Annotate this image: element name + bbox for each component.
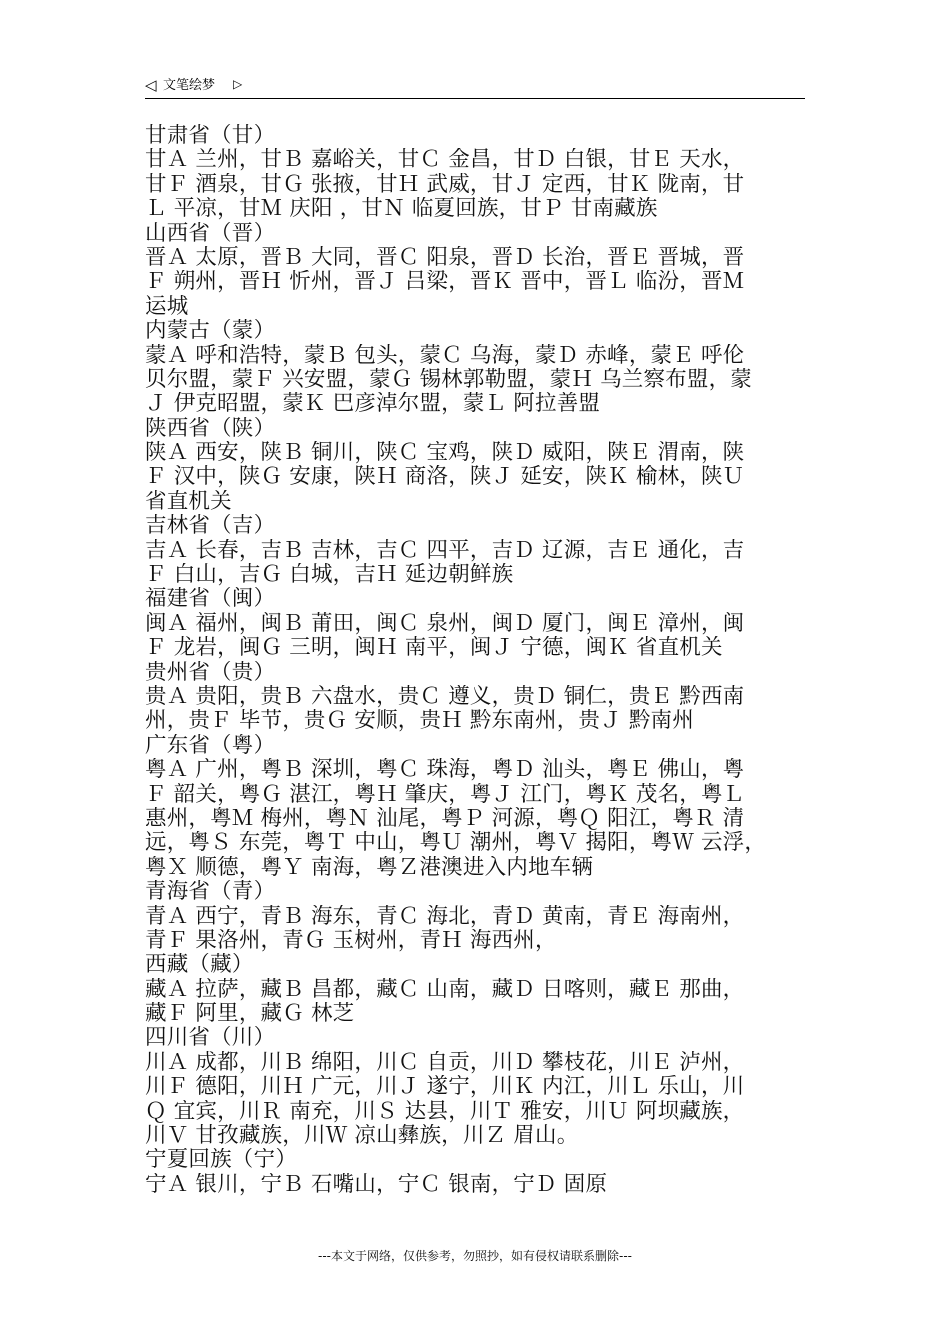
- text-line: 山西省（晋）: [145, 221, 276, 246]
- text-line: 贵Ａ 贵阳，贵Ｂ 六盘水，贵Ｃ 遵义，贵Ｄ 铜仁，贵Ｅ 黔西南: [145, 684, 745, 709]
- text-line: 甘Ａ 兰州，甘Ｂ 嘉峪关，甘Ｃ 金昌，甘Ｄ 白银，甘Ｅ 天水，: [145, 148, 745, 173]
- text-line: 甘肃省（甘）: [145, 124, 276, 148]
- text-line: 粤Ｘ 顺德，粤Ｙ 南海，粤Ｚ港澳进入内地车辆: [145, 855, 594, 880]
- text-line: 西藏（藏）: [145, 953, 254, 978]
- text-line: 青海省（青）: [145, 880, 276, 905]
- text-line: 福建省（闽）: [145, 587, 276, 612]
- text-line: Ｆ 龙岩，闽Ｇ 三明，闽Ｈ 南平，闽Ｊ 宁德，闽Ｋ 省直机关: [145, 636, 723, 661]
- text-line: 远，粤Ｓ 东莞，粤Ｔ 中山，粤Ｕ 潮州，粤Ｖ 揭阳，粤Ｗ 云浮，: [145, 831, 767, 856]
- text-line: 陕西省（陕）: [145, 416, 276, 441]
- text-line: 州，贵Ｆ 毕节，贵Ｇ 安顺，贵Ｈ 黔东南州，贵Ｊ 黔南州: [145, 709, 694, 734]
- text-line: 内蒙古（蒙）: [145, 319, 276, 344]
- text-line: 广东省（粤）: [145, 733, 276, 758]
- text-line: 贵州省（贵）: [145, 660, 276, 685]
- text-line: Ｆ 韶关，粤Ｇ 湛江，粤Ｈ 肇庆，粤Ｊ 江门，粤Ｋ 茂名，粤Ｌ: [145, 782, 745, 807]
- text-line: 甘Ｆ 酒泉，甘Ｇ 张掖，甘Ｈ 武威，甘Ｊ 定西，甘Ｋ 陇南，甘: [145, 172, 745, 197]
- text-line: Ｊ 伊克昭盟，蒙Ｋ 巴彦淖尔盟，蒙Ｌ 阿拉善盟: [145, 392, 601, 417]
- text-line: 青Ｆ 果洛州，青Ｇ 玉树州，青Ｈ 海西州，: [145, 928, 557, 953]
- text-line: Ｑ 宜宾，川Ｒ 南充，川Ｓ 达县，川Ｔ 雅安，川Ｕ 阿坝藏族，: [145, 1099, 745, 1124]
- text-line: 川Ａ 成都，川Ｂ 绵阳，川Ｃ 自贡，川Ｄ 攀枝花，川Ｅ 泸州，: [145, 1050, 745, 1075]
- text-line: 青Ａ 西宁，青Ｂ 海东，青Ｃ 海北，青Ｄ 黄南，青Ｅ 海南州，: [145, 904, 745, 929]
- text-line: 蒙Ａ 呼和浩特，蒙Ｂ 包头，蒙Ｃ 乌海，蒙Ｄ 赤峰，蒙Ｅ 呼伦: [145, 343, 745, 368]
- text-line: 川Ｖ 甘孜藏族，川Ｗ 凉山彝族，川Ｚ 眉山。: [145, 1124, 579, 1149]
- text-line: 藏Ａ 拉萨，藏Ｂ 昌都，藏Ｃ 山南，藏Ｄ 日喀则，藏Ｅ 那曲，: [145, 977, 745, 1002]
- text-line: Ｆ 白山，吉Ｇ 白城，吉Ｈ 延边朝鲜族: [145, 563, 514, 588]
- text-line: 宁Ａ 银川，宁Ｂ 石嘴山，宁Ｃ 银南，宁Ｄ 固原: [145, 1172, 608, 1197]
- text-line: Ｌ 平凉，甘Ｍ 庆阳 ，甘Ｎ 临夏回族，甘Ｐ 甘南藏族: [145, 197, 658, 222]
- text-line: Ｆ 朔州，晋Ｈ 忻州，晋Ｊ 吕梁，晋Ｋ 晋中，晋Ｌ 临汾，晋Ｍ: [145, 270, 745, 295]
- document-body: [145, 124, 810, 1197]
- right-triangle-icon: ▷: [233, 77, 243, 91]
- text-line: 粤Ａ 广州，粤Ｂ 深圳，粤Ｃ 珠海，粤Ｄ 汕头，粤Ｅ 佛山，粤: [145, 758, 745, 783]
- text-line: 四川省（川）: [145, 1026, 276, 1051]
- header-brand: 文笔绘梦: [163, 78, 216, 93]
- text-line: 川Ｆ 德阳，川Ｈ 广元，川Ｊ 遂宁，川Ｋ 内江，川Ｌ 乐山，川: [145, 1075, 745, 1100]
- text-line: 贝尔盟，蒙Ｆ 兴安盟，蒙Ｇ 锡林郭勒盟，蒙Ｈ 乌兰察布盟，蒙: [145, 367, 753, 392]
- text-line: 吉Ａ 长春，吉Ｂ 吉林，吉Ｃ 四平，吉Ｄ 辽源，吉Ｅ 通化，吉: [145, 538, 745, 563]
- text-line: 吉林省（吉）: [145, 514, 276, 539]
- text-line: 运城: [145, 294, 189, 319]
- left-triangle-icon: ◁: [145, 76, 157, 94]
- page-header: [145, 74, 805, 99]
- page-footer: ---本文于网络，仅供参考，勿照抄，如有侵权请联系删除---: [318, 1249, 632, 1263]
- text-line: 闽Ａ 福州，闽Ｂ 莆田，闽Ｃ 泉州，闽Ｄ 厦门，闽Ｅ 漳州，闽: [145, 611, 745, 636]
- text-line: 陕Ａ 西安，陕Ｂ 铜川，陕Ｃ 宝鸡，陕Ｄ 威阳，陕Ｅ 渭南，陕: [145, 441, 745, 466]
- text-line: 宁夏回族（宁）: [145, 1148, 297, 1173]
- text-line: Ｆ 汉中，陕Ｇ 安康，陕Ｈ 商洛，陕Ｊ 延安，陕Ｋ 榆林，陕Ｕ: [145, 465, 745, 490]
- text-line: 藏Ｆ 阿里，藏Ｇ 林芝: [145, 1002, 355, 1027]
- text-line: 惠州，粤Ｍ 梅州，粤Ｎ 汕尾，粤Ｐ 河源，粤Ｑ 阳江，粤Ｒ 清: [145, 806, 745, 831]
- text-line: 省直机关: [145, 489, 232, 514]
- text-line: 晋Ａ 太原，晋Ｂ 大同，晋Ｃ 阳泉，晋Ｄ 长治，晋Ｅ 晋城，晋: [145, 245, 745, 270]
